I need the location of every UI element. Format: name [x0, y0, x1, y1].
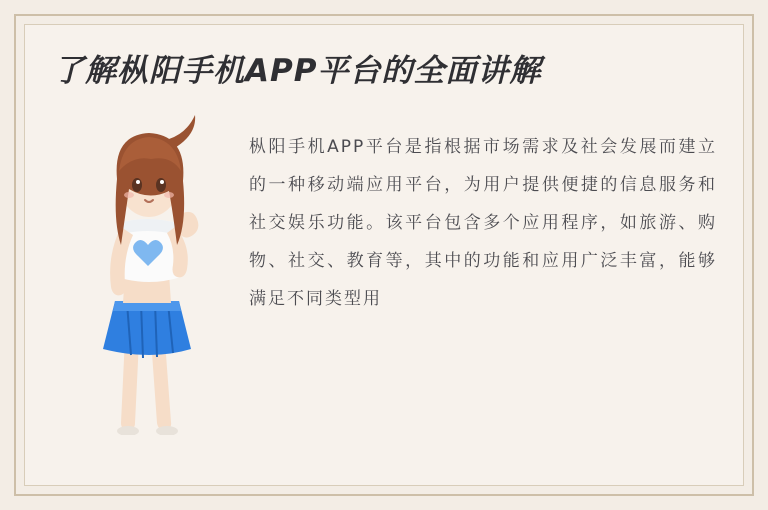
page-title: 了解枞阳手机APP平台的全面讲解	[53, 53, 542, 89]
anime-girl-illustration	[55, 105, 235, 435]
inner-border	[24, 24, 744, 486]
article-body-area	[53, 105, 717, 435]
article-paragraph: 枞阳手机APP平台是指根据市场需求及社会发展而建立的一种移动端应用平台，为用户提供便捷的信息服务和社交娱乐功能。该平台包含多个应用程序，如旅游、购物、社交、教育等，其中的功能和应用广泛丰富，能够满足不同类型用	[249, 137, 717, 309]
content-area	[53, 51, 717, 459]
